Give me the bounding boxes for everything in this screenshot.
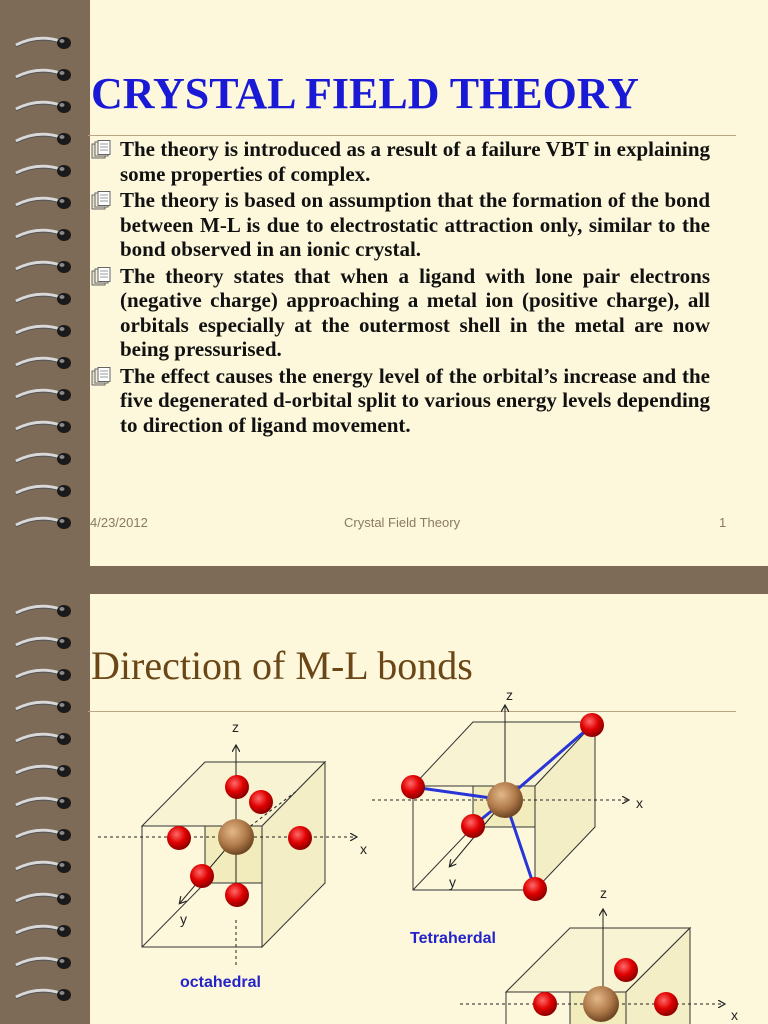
octahedral-diagram	[98, 719, 367, 991]
ligand-sphere	[225, 775, 249, 799]
ligand-sphere	[190, 864, 214, 888]
axis-label-y: y	[180, 911, 187, 927]
bullet-text: The theory states that when a ligand with lone pair electrons (negative charge) approaching a metal ion (positive charge), all orbitals especially at the outermost shell in the metal are now being pressurised.	[120, 263, 710, 361]
bullet-text: The effect causes the energy level of the orbital’s increase and the five degenerated d-orbital split to various energy levels depending to direction of ligand movement.	[120, 363, 710, 437]
footer-date: 4/23/2012	[90, 515, 148, 530]
tetrahedral-caption: Tetraherdal	[410, 930, 496, 947]
footer-page-number: 1	[719, 515, 727, 530]
ligand-sphere	[533, 992, 557, 1016]
axis-label-z: z	[600, 885, 607, 901]
axis-label-z: z	[506, 687, 513, 703]
third-diagram	[460, 885, 738, 1024]
ligand-sphere	[225, 883, 249, 907]
metal-sphere	[218, 819, 254, 855]
axis-label-z: z	[232, 719, 239, 735]
ligand-sphere	[288, 826, 312, 850]
axis-label-x: x	[731, 1007, 738, 1023]
bullet-text: The theory is introduced as a result of a failure VBT in explaining some properties of complex.	[120, 137, 710, 186]
cube-hidden-edge	[413, 827, 473, 890]
ligand-sphere	[614, 958, 638, 982]
metal-sphere	[487, 782, 523, 818]
axis-label-x: x	[360, 841, 367, 857]
ligand-sphere	[580, 713, 604, 737]
axis-label-x: x	[636, 795, 643, 811]
bullet-text: The theory is based on assumption that the formation of the bond between M-L is due to electrostatic attraction only, similar to the bond observed in an ionic crystal.	[120, 188, 710, 261]
slide-title: Direction of M-L bonds	[91, 643, 473, 688]
ligand-sphere	[523, 877, 547, 901]
footer-title: Crystal Field Theory	[344, 515, 461, 530]
cube-hidden-edge	[142, 883, 205, 947]
ligand-sphere	[249, 790, 273, 814]
axis-label-y: y	[449, 874, 456, 890]
octahedral-caption: octahedral	[180, 974, 261, 991]
metal-sphere	[583, 986, 619, 1022]
tetrahedral-diagram	[372, 687, 643, 947]
ligand-sphere	[401, 775, 425, 799]
ligand-sphere	[167, 826, 191, 850]
ligand-sphere	[654, 992, 678, 1016]
ligand-sphere	[461, 814, 485, 838]
slide-title: CRYSTAL FIELD THEORY	[91, 69, 639, 118]
